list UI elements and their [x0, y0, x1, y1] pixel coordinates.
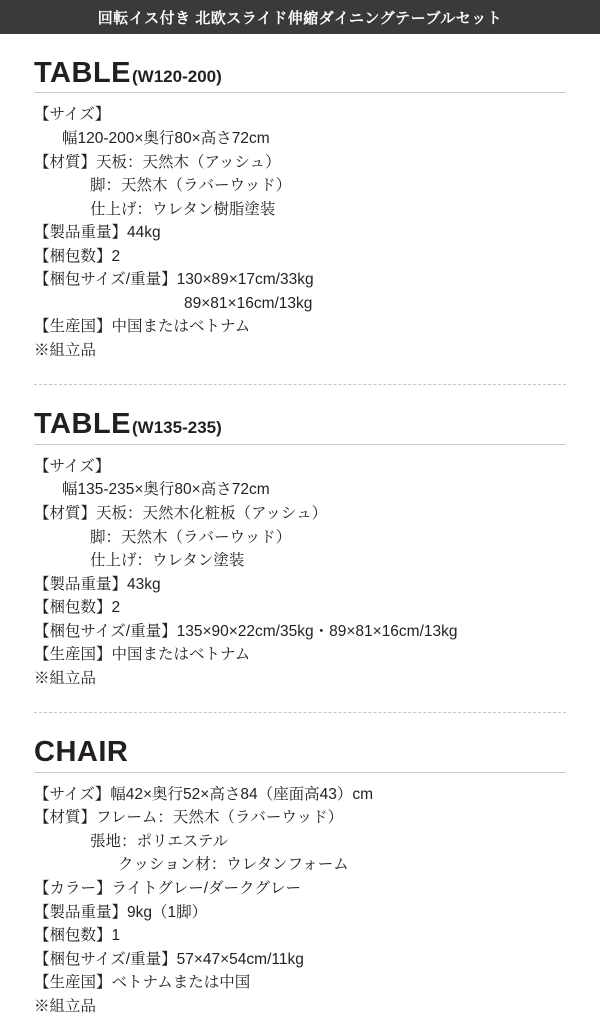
spec-value: ベトナムまたは中国 — [111, 974, 251, 992]
spec-row — [34, 948, 566, 972]
spec-value: 43kg — [127, 575, 161, 593]
spec-row — [34, 806, 566, 830]
page-title: 回転イス付き 北欧スライド伸縮ダイニングテーブルセット — [97, 9, 503, 27]
spec-row — [34, 643, 566, 667]
spec-label: 【サイズ】 — [34, 106, 111, 124]
assembly-note: ※組立品 — [34, 669, 97, 687]
spec-label: 【梱包数】 — [34, 927, 112, 945]
spec-value: 脚：天然木（ラバーウッド） — [90, 528, 292, 546]
spec-row — [34, 620, 566, 644]
spec-value: 44kg — [127, 224, 161, 242]
spec-label: 【製品重量】 — [34, 903, 128, 921]
spec-row — [34, 502, 566, 526]
spec-row — [34, 103, 566, 127]
section-heading-main: CHAIR — [34, 736, 129, 769]
spec-row — [34, 783, 566, 807]
spec-list — [34, 103, 566, 338]
section-table-w120-200 — [0, 34, 600, 362]
spec-label: 【梱包サイズ/重量】 — [34, 950, 177, 968]
spec-list — [34, 455, 566, 667]
spec-value: 張地：ポリエステル — [90, 832, 229, 850]
section-heading — [34, 737, 566, 772]
spec-row — [34, 549, 566, 573]
spec-row — [34, 198, 566, 222]
spec-value: 仕上げ：ウレタン塗装 — [90, 552, 245, 570]
spec-row — [34, 877, 566, 901]
spec-row — [34, 268, 566, 292]
spec-value: 9kg（1脚） — [127, 903, 208, 921]
spec-row — [34, 292, 566, 316]
spec-value: 天板：天然木（アッシュ） — [96, 153, 281, 171]
spec-value: クッション材：ウレタンフォーム — [118, 856, 349, 874]
spec-row — [34, 315, 566, 339]
spec-label: 【梱包サイズ/重量】 — [34, 271, 177, 289]
spec-value: 天板：天然木化粧板（アッシュ） — [96, 504, 328, 522]
spec-value: 脚：天然木（ラバーウッド） — [90, 177, 292, 195]
section-heading-main: TABLE — [34, 57, 132, 89]
spec-row — [34, 830, 566, 854]
spec-row — [34, 174, 566, 198]
spec-row — [34, 924, 566, 948]
section-heading — [34, 58, 566, 93]
spec-value: 幅120-200×奥行80×高さ72cm — [62, 129, 270, 147]
spec-label: 【梱包数】 — [34, 599, 112, 617]
spec-list — [34, 783, 566, 995]
section-table-w135-235 — [0, 385, 600, 690]
spec-row — [34, 853, 566, 877]
section-chair — [0, 713, 600, 1018]
spec-value: 2 — [111, 599, 121, 617]
spec-row — [34, 596, 566, 620]
page-title-bar — [0, 0, 600, 34]
spec-value: ライトグレー/ダークグレー — [111, 879, 302, 897]
spec-row — [34, 127, 566, 151]
section-heading-sub: (W120-200) — [132, 67, 222, 86]
spec-label: 【生産国】 — [34, 974, 112, 992]
section-heading — [34, 409, 566, 444]
spec-row — [34, 526, 566, 550]
spec-value: 2 — [111, 247, 121, 265]
spec-label: 【生産国】 — [34, 646, 112, 664]
spec-row — [34, 478, 566, 502]
spec-label: 【材質】 — [34, 809, 97, 827]
spec-row — [34, 245, 566, 269]
spec-value: 1 — [111, 927, 121, 945]
spec-value: 89×81×16cm/13kg — [184, 294, 313, 312]
spec-label: 【サイズ】 — [34, 785, 111, 803]
spec-label: 【生産国】 — [34, 318, 112, 336]
spec-label: 【梱包数】 — [34, 247, 112, 265]
spec-row — [34, 901, 566, 925]
spec-value: 130×89×17cm/33kg — [176, 271, 314, 289]
spec-label: 【カラー】 — [34, 879, 112, 897]
assembly-note: ※組立品 — [34, 341, 97, 359]
spec-label: 【製品重量】 — [34, 575, 128, 593]
assembly-note: ※組立品 — [34, 997, 97, 1015]
spec-row — [34, 573, 566, 597]
spec-value: 幅135-235×奥行80×高さ72cm — [62, 481, 270, 499]
spec-value: 幅42×奥行52×高さ84（座面高43）cm — [110, 785, 373, 803]
spec-label: 【製品重量】 — [34, 224, 128, 242]
section-heading-main: TABLE — [34, 408, 132, 441]
spec-value: 仕上げ：ウレタン樹脂塗装 — [90, 200, 276, 218]
section-heading-sub: (W135-235) — [132, 418, 222, 438]
spec-value: 中国またはベトナム — [111, 318, 251, 336]
spec-value: 中国またはベトナム — [111, 646, 251, 664]
spec-row — [34, 455, 566, 479]
spec-row — [34, 151, 566, 175]
spec-label: 【サイズ】 — [34, 457, 111, 475]
spec-label: 【材質】 — [34, 153, 97, 171]
spec-value: フレーム：天然木（ラバーウッド） — [96, 809, 344, 827]
spec-value: 57×47×54cm/11kg — [176, 950, 304, 968]
spec-value: 135×90×22cm/35kg・89×81×16cm/13kg — [176, 622, 458, 640]
spec-label: 【材質】 — [34, 504, 97, 522]
spec-label: 【梱包サイズ/重量】 — [34, 622, 177, 640]
spec-row — [34, 971, 566, 995]
spec-row — [34, 221, 566, 245]
